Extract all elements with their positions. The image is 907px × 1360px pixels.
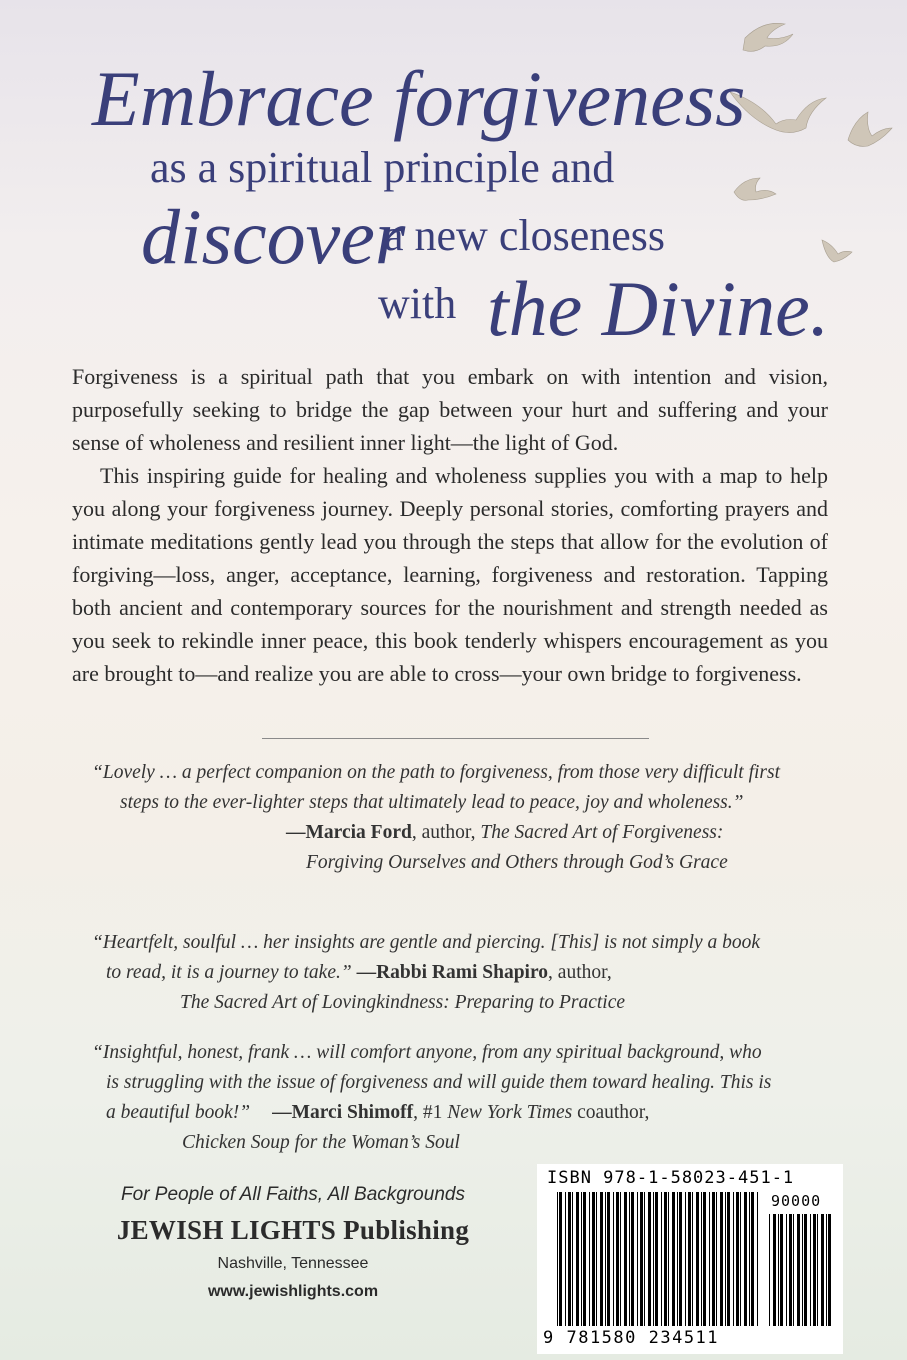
headline xyxy=(0,0,907,360)
publisher-name: JEWISH LIGHTS Publishing xyxy=(116,1215,470,1245)
quote-author-role: coauthor, xyxy=(572,1102,650,1123)
quote-book-title: The Sacred Art of Lovingkindness: Preparing to Practice xyxy=(180,992,626,1013)
quote-author-role: , author, xyxy=(548,962,612,983)
endorsement-2 xyxy=(92,928,760,1018)
divider xyxy=(262,738,649,739)
quote-author: —Marci Shimoff xyxy=(272,1102,414,1123)
quote-text: “Heartfelt, soulful … her insights are gentle and piercing. [This] is not simply a book xyxy=(92,932,761,953)
bird-icon xyxy=(743,23,793,51)
headline-with: with xyxy=(378,279,457,328)
quote-book-title: Forgiving Ourselves and Others through God’s Grace xyxy=(306,852,728,873)
endorsement-1 xyxy=(92,758,780,878)
isbn-text: ISBN 978-1-58023-451-1 xyxy=(547,1168,795,1188)
quote-book-title: The Sacred Art of Forgiveness: xyxy=(480,822,724,843)
barcode xyxy=(537,1164,843,1354)
quote-author-role: , #1 xyxy=(413,1102,448,1123)
publisher-tagline: For People of All Faiths, All Backgrounds xyxy=(121,1184,465,1205)
description-paragraph-1: Forgiveness is a spiritual path that you embark on with intention and vision, purposefully seeking to bridge the gap between your hurt and suffering and your sense of wholeness and resilient inner light—the light of God. xyxy=(72,364,828,455)
quote-text: “Lovely … a perfect companion on the path to forgiveness, from those very difficult first xyxy=(92,762,781,783)
bird-icon xyxy=(822,240,852,262)
quote-text: to read, it is a journey to take.” xyxy=(106,962,357,983)
description-paragraph-2: This inspiring guide for healing and wholeness supplies you with a map to help you along your forgiveness journey. Deeply personal stories, comforting prayers and intimate meditations gently lead you through the steps that allow for the evolution of forgiving—loss, anger, acceptance, learning, forgiveness and restoration. Tapping both ancient and contemporary sources for the nourishment and strength needed as you seek to rekindle inner peace, this book tenderly whispers encouragement as you are brought to—and realize you are able to cross—your own bridge to forgiveness. xyxy=(72,463,828,686)
endorsement-3 xyxy=(92,1038,771,1158)
price-code: 90000 xyxy=(771,1192,822,1210)
publisher-url: www.jewishlights.com xyxy=(207,1283,379,1300)
headline-the-divine: the Divine. xyxy=(487,265,830,352)
bird-icon xyxy=(848,112,892,146)
quote-text: “Insightful, honest, frank … will comfort anyone, from any spiritual background, who xyxy=(92,1042,762,1063)
headline-line-3: a new closeness xyxy=(384,211,666,260)
quote-author-role: New York Times xyxy=(447,1102,573,1123)
description xyxy=(72,360,828,690)
publisher-block xyxy=(100,1180,486,1306)
headline-discover: discover xyxy=(141,193,406,280)
quote-book-title: Chicken Soup for the Woman’s Soul xyxy=(182,1132,460,1153)
barcode-digits: 9 781580 234511 xyxy=(543,1328,720,1348)
quote-author: —Marcia Ford xyxy=(286,822,412,843)
headline-line-2: as a spiritual principle and xyxy=(150,143,615,192)
bird-icon xyxy=(734,178,776,200)
headline-line-1: Embrace forgiveness xyxy=(92,55,746,142)
barcode-bars xyxy=(537,1164,843,1354)
quote-author-role: , author, xyxy=(411,822,481,843)
quote-author: —Rabbi Rami Shapiro xyxy=(356,962,549,983)
quote-text: a beautiful book!” xyxy=(106,1102,251,1123)
publisher-location: Nashville, Tennessee xyxy=(217,1255,369,1272)
quote-text: is struggling with the issue of forgiveness and will guide them toward healing. This is xyxy=(106,1072,772,1093)
quote-text: steps to the ever-lighter steps that ultimately lead to peace, joy and wholeness.” xyxy=(120,792,744,813)
